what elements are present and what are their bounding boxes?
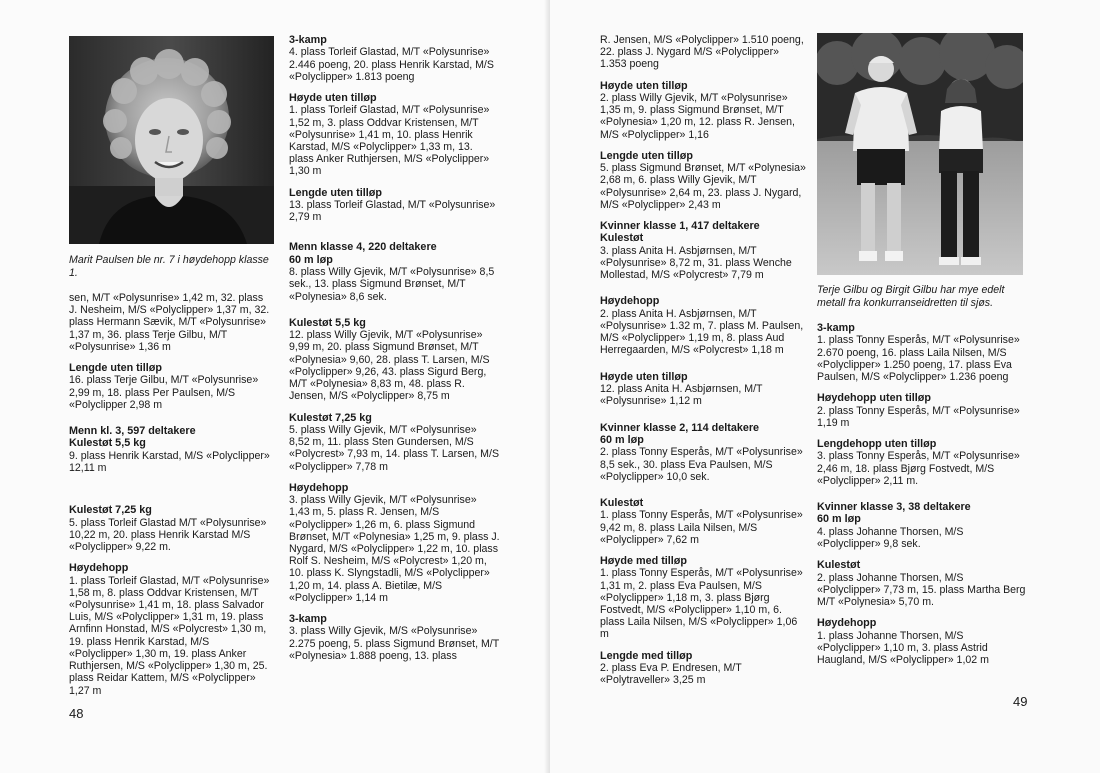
right-col-2 bbox=[817, 322, 1029, 675]
result-entry bbox=[289, 241, 500, 302]
entry-text: 3. plass Willy Gjevik, M/S «Polysunrise» 2.275 poeng, 5. plass Sigmund Brønset, M/T «Polynesia» 1.888 poeng, 13. plass bbox=[289, 625, 500, 662]
entry-text: 1. plass Tonny Esperås, M/T «Polysunrise» 9,42 m, 8. plass Laila Nilsen, M/S «Polyclipper» 7,62 m bbox=[600, 509, 803, 546]
entry-heading: Høyde uten tilløp bbox=[600, 370, 688, 383]
result-entry bbox=[600, 80, 808, 141]
result-entry bbox=[600, 497, 808, 546]
entry-heading: Kvinner klasse 2, 114 deltakere 60 m løp bbox=[600, 421, 760, 446]
right-col-1 bbox=[600, 34, 808, 695]
entry-text: 5. plass Willy Gjevik, M/T «Polysunrise» 8,52 m, 11. plass Sten Gundersen, M/S «Polycrest» 7,93 m, 14. plass T. Larsen, M/S «Polyclipper» 7,78 m bbox=[289, 423, 500, 473]
result-entry bbox=[289, 412, 500, 473]
entry-heading: Lengde uten tilløp bbox=[600, 149, 693, 162]
result-entry bbox=[69, 362, 274, 411]
entry-heading: Høydehopp bbox=[289, 481, 349, 494]
couple-image bbox=[817, 33, 1023, 275]
entry-text: 12. plass Willy Gjevik, M/T «Polysunrise» 9,99 m, 20. plass Sigmund Brønset, M/T «Polynesia» 9,60, 28. plass T. Larsen, M/S «Polyclipper» 9,26, 43. plass Sigurd Berg, M/T «Polynesia» 8,83 m, 48. plass R. Jensen, M/S «Polyclipper» 8,75 m bbox=[289, 329, 490, 403]
result-entry bbox=[600, 650, 808, 687]
result-entry bbox=[600, 150, 808, 211]
entry-heading: Kulestøt bbox=[817, 559, 861, 572]
entry-heading: 3-kamp bbox=[289, 34, 327, 46]
entry-text: 5. plass Sigmund Brønset, M/T «Polynesia» 2,68 m, 6. plass Willy Gjevik, M/T «Polysunrise» 2,64 m, 23. plass J. Nygard, M/S «Polyclipper» 2,43 m bbox=[600, 162, 806, 211]
result-entry bbox=[600, 220, 808, 281]
result-entry bbox=[600, 295, 808, 356]
entry-text: 2. plass Willy Gjevik, M/T «Polysunrise» 1,35 m, 9. plass Sigmund Brønset, M/T «Polynesia» 1,20 m, 12. plass R. Jensen, M/S «Polyclipper» 1,16 bbox=[600, 92, 795, 141]
page-number: 49 bbox=[1013, 694, 1028, 709]
entry-heading: Kulestøt 7,25 kg bbox=[69, 504, 152, 517]
result-entry bbox=[289, 187, 500, 224]
entry-heading: Menn kl. 3, 597 deltakere Kulestøt 5,5 kg bbox=[69, 425, 196, 450]
entry-text: 1. plass Johanne Thorsen, M/S «Polyclipper» 1,10 m, 3. plass Astrid Haugland, M/S «Polyclipper» 1,02 m bbox=[817, 629, 989, 667]
entry-text: 2. plass Eva P. Endresen, M/T «Polytraveller» 3,25 m bbox=[600, 661, 742, 687]
entry-heading: Lengdehopp uten tilløp bbox=[817, 438, 937, 451]
entry-text: 3. plass Tonny Esperås, M/T «Polysunrise» 2,46 m, 18. plass Bjørg Fostvedt, M/S «Polyclipper» 2,11 m. bbox=[817, 450, 1020, 487]
entry-heading: Høyde uten tilløp bbox=[600, 79, 688, 92]
result-entry bbox=[600, 555, 808, 641]
result-entry bbox=[69, 562, 274, 696]
portrait-photo bbox=[69, 36, 274, 244]
entry-text: 1. plass Torleif Glastad, M/T «Polysunrise» 1,52 m, 3. plass Oddvar Kristensen, M/T «Polysunrise» 1,41 m, 10. plass Henrik Karstad, M/S «Polyclipper» 1,33 m, 13. plass Anker Ruthjersen, M/S «Polyclipper» 1,30 m bbox=[289, 104, 490, 178]
right-page bbox=[550, 0, 1100, 773]
entry-text: 9. plass Henrik Karstad, M/S «Polyclipper» 12,11 m bbox=[69, 449, 270, 475]
entry-text: 2. plass Tonny Esperås, M/T «Polysunrise» 8,5 sek., 30. plass Eva Paulsen, M/S «Polyclipper» 10,0 sek. bbox=[600, 446, 803, 483]
portrait-image bbox=[69, 36, 274, 244]
result-entry bbox=[817, 559, 1029, 608]
entry-heading: Høydehopp bbox=[69, 562, 129, 575]
entry-text: 2. plass Tonny Esperås, M/T «Polysunrise» 1,19 m bbox=[817, 404, 1020, 429]
entry-heading: Kulestøt 5,5 kg bbox=[289, 316, 366, 329]
result-entry bbox=[69, 504, 274, 553]
entry-text: 1. plass Torleif Glastad, M/T «Polysunrise» 1,58 m, 8. plass Oddvar Kristensen, M/T «Polysunrise» 1,41 m, 18. plass Salvador Luis, M/S «Polyclipper» 1,31 m, 19. plass Arnfinn Honstad, M/S «Polycrest» 1,30 m, 19. plass Henrik Karstad, M/S «Polyclipper» 1,30 m, 19. plass Anker Ruthjersen, M/S «Polyclipper» 1,30 m, 25. plass Reidar Kattem, M/S «Polyclipper» 1,27 m bbox=[69, 574, 270, 697]
result-entry bbox=[817, 438, 1029, 487]
entry-heading: Høydehopp bbox=[817, 617, 877, 630]
result-entry bbox=[69, 425, 274, 474]
entry-heading: Kulestøt 7,25 kg bbox=[289, 411, 372, 424]
result-entry bbox=[289, 317, 500, 403]
result-entry bbox=[69, 292, 274, 353]
page-number: 48 bbox=[69, 706, 84, 721]
result-entry bbox=[817, 392, 1029, 429]
left-col-2 bbox=[289, 34, 500, 671]
result-entry bbox=[600, 422, 808, 483]
entry-heading: Lengde uten tilløp bbox=[69, 362, 162, 375]
entry-text: 4. plass Torleif Glastad, M/T «Polysunrise» 2.446 poeng, 20. plass Henrik Karstad, M/S «Polyclipper» 1.813 poeng bbox=[289, 46, 494, 83]
entry-text: 12. plass Anita H. Asbjørnsen, M/T «Polysunrise» 1,12 m bbox=[600, 383, 763, 408]
entry-heading: Høydehopp uten tilløp bbox=[817, 392, 931, 405]
entry-heading: Høydehopp bbox=[600, 295, 660, 308]
entry-text: 1. plass Tonny Esperås, M/T «Polysunrise» 1,31 m, 2. plass Eva Paulsen, M/S «Polyclipper» 1,18 m, 3. plass Bjørg Fostvedt, M/S «Polyclipper» 1,10 m, 6. plass Laila Nilsen, M/S «Polyclipper» 1,06 m bbox=[600, 567, 803, 641]
entry-text: 3. plass Willy Gjevik, M/T «Polysunrise» 1,43 m, 5. plass R. Jensen, M/S «Polyclipper» 1,26 m, 6. plass Sigmund Brønset, M/T «Polynesia» 1,25 m, 9. plass J. Nygard, M/S «Polyclipper» 1,22 m, 10. plass Rolf S. Nesheim, M/S «Polycrest» 1,20 m, 10. plass K. Slyngstadli, M/S «Polyclipper» 1,20 m, 14. plass A. Bietilæ, M/S «Polyclipper» 1,14 m bbox=[289, 494, 500, 604]
result-entry bbox=[817, 501, 1029, 550]
entry-text: 4. plass Johanne Thorsen, M/S «Polyclipper» 9,8 sek. bbox=[817, 525, 964, 551]
entry-text: 13. plass Torleif Glastad, M/T «Polysunrise» 2,79 m bbox=[289, 199, 496, 224]
entry-text: sen, M/T «Polysunrise» 1,42 m, 32. plass J. Nesheim, M/S «Polyclipper» 1,37 m, 32. plass Hermann Sævik, M/T «Polysunrise» 1,37 m, 36. plass Terje Gilbu, M/T «Polysunrise» 1,36 m bbox=[69, 292, 270, 353]
entry-heading: Menn klasse 4, 220 deltakere 60 m løp bbox=[289, 241, 437, 266]
photo-caption: Terje Gilbu og Birgit Gilbu har mye edelt metall fra konkurranseidretten til sjøs. bbox=[817, 284, 1005, 309]
entry-heading: Kvinner klasse 3, 38 deltakere 60 m løp bbox=[817, 501, 971, 526]
entry-text: 2. plass Johanne Thorsen, M/S «Polyclipper» 7,73 m, 15. plass Martha Berg M/T «Polynesia» 5,70 m. bbox=[817, 571, 1026, 609]
result-entry bbox=[600, 371, 808, 408]
entry-heading: Høyde med tilløp bbox=[600, 554, 687, 567]
entry-text: 3. plass Anita H. Asbjørnsen, M/T «Polysunrise» 8,72 m, 31. plass Wenche Mollestad, M/S «Polycrest» 7,79 m bbox=[600, 244, 792, 282]
photo-caption: Marit Paulsen ble nr. 7 i høydehopp klasse 1. bbox=[69, 254, 269, 279]
result-entry bbox=[289, 613, 500, 662]
entry-heading: Lengde med tilløp bbox=[600, 649, 693, 662]
result-entry bbox=[289, 92, 500, 178]
entry-text: 16. plass Terje Gilbu, M/T «Polysunrise» 2,99 m, 18. plass Per Paulsen, M/S «Polyclipper 2,98 m bbox=[69, 374, 259, 411]
result-entry bbox=[289, 482, 500, 604]
entry-heading: Kvinner klasse 1, 417 deltakere Kulestøt bbox=[600, 220, 760, 245]
entry-heading: 3-kamp bbox=[817, 322, 855, 334]
entry-heading: Høyde uten tilløp bbox=[289, 92, 377, 105]
result-entry bbox=[289, 34, 500, 83]
entry-text: 8. plass Willy Gjevik, M/T «Polysunrise» 8,5 sek., 13. plass Sigmund Brønset, M/T «Polynesia» 8,6 sek. bbox=[289, 266, 495, 303]
entry-heading: Kulestøt bbox=[600, 496, 644, 509]
entry-heading: Lengde uten tilløp bbox=[289, 186, 382, 199]
entry-text: 1. plass Tonny Esperås, M/T «Polysunrise» 2.670 poeng, 16. plass Laila Nilsen, M/S «Polyclipper» 1.250 poeng, 17. plass Eva Paulsen, M/S «Polyclipper» 1.236 poeng bbox=[817, 334, 1020, 384]
entry-text: 2. plass Anita H. Asbjørnsen, M/T «Polysunrise» 1.32 m, 7. plass M. Paulsen, M/S «Polyclipper» 1,19 m, 8. plass Aud Herregaarden, M/S «Polycrest» 1,18 m bbox=[600, 307, 804, 357]
entry-heading: 3-kamp bbox=[289, 612, 327, 625]
couple-photo bbox=[817, 33, 1023, 275]
entry-text: 5. plass Torleif Glastad M/T «Polysunrise» 10,22 m, 20. plass Henrik Karstad M/S «Polyclipper» 9,22 m. bbox=[69, 516, 267, 554]
result-entry bbox=[817, 322, 1029, 383]
entry-text: R. Jensen, M/S «Polyclipper» 1.510 poeng, 22. plass J. Nygard M/S «Polyclipper» 1.353 poeng bbox=[600, 34, 804, 71]
result-entry bbox=[817, 617, 1029, 666]
left-col-1 bbox=[69, 292, 274, 706]
result-entry bbox=[600, 34, 808, 71]
